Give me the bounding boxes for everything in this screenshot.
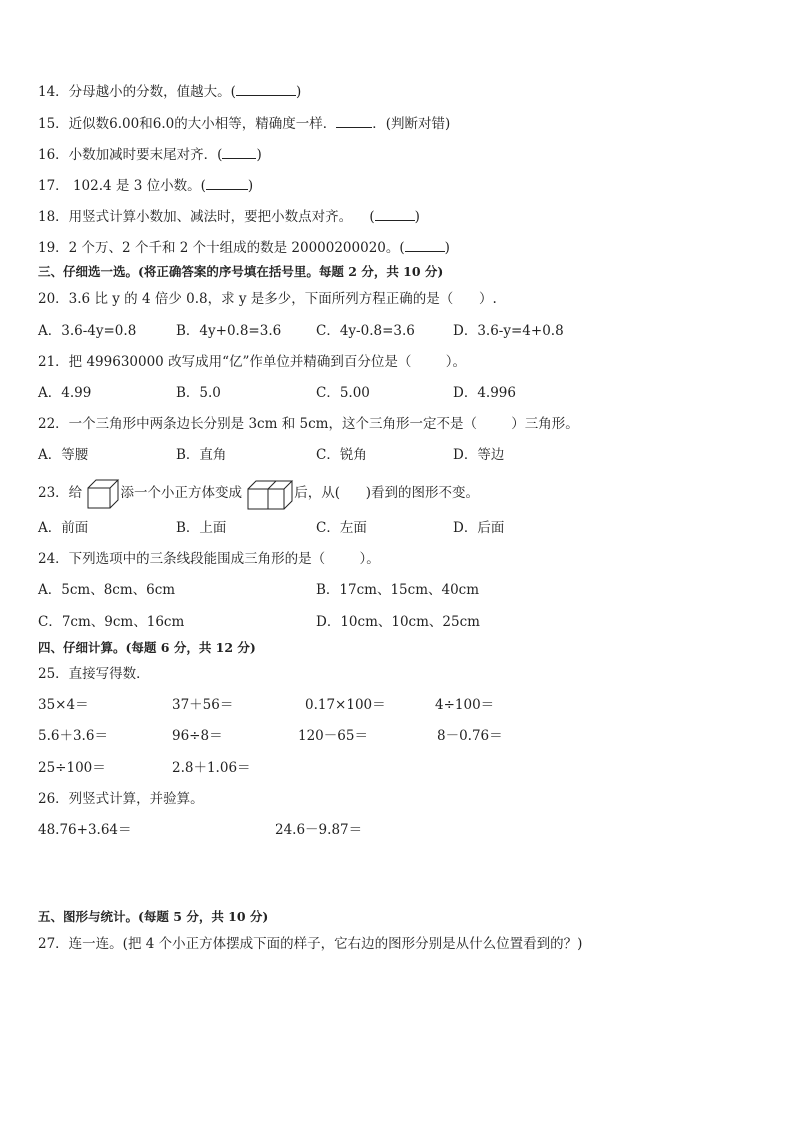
section-3-heading: 三、仔细选一选。(将正确答案的序号填在括号里。每题 2 分，共 10 分) — [38, 264, 444, 279]
question-14: 14．分母越小的分数，值越大。( ) — [38, 84, 302, 100]
option-c[interactable]: C．7cm、9cm、16cm — [38, 614, 185, 630]
answer-blank[interactable] — [336, 115, 372, 128]
question-23 — [38, 476, 479, 511]
calc-item: 2.8＋1.06＝ — [172, 760, 251, 776]
calc-item: 96÷8＝ — [172, 728, 223, 744]
question-27-text: 27．连一连。(把 4 个小正方体摆成下面的样子，它右边的图形分别是从什么位置看到的？) — [38, 936, 583, 952]
option-b[interactable]: B．4y+0.8=3.6 — [176, 323, 282, 339]
question-17-text: 17． 102.4 是 3 位小数。( — [38, 178, 206, 194]
question-26-text: 26．列竖式计算，并验算。 — [38, 791, 204, 807]
single-cube-icon — [86, 478, 120, 510]
question-18-text: 18．用竖式计算小数加、减法时，要把小数点对齐。 ( — [38, 209, 375, 225]
question-17: 17． 102.4 是 3 位小数。( ) — [38, 178, 254, 194]
question-20-text: 20．3.6 比 y 的 4 倍少 0.8，求 y 是多少，下面所列方程正确的是（ ）. — [38, 291, 497, 307]
option-c[interactable]: C．4y-0.8=3.6 — [316, 323, 415, 339]
calc-item: 0.17×100＝ — [305, 697, 386, 713]
calc-item: 37＋56＝ — [172, 697, 234, 713]
option-a[interactable]: A．5cm、8cm、6cm — [38, 582, 176, 598]
question-16-text: 16．小数加减时要末尾对齐．( — [38, 147, 223, 163]
option-b[interactable]: B．17cm、15cm、40cm — [316, 582, 480, 598]
option-b[interactable]: B．上面 — [176, 520, 227, 536]
option-c[interactable]: C．5.00 — [316, 385, 370, 401]
option-c[interactable]: C．锐角 — [316, 447, 367, 463]
answer-blank[interactable] — [236, 83, 296, 96]
question-18: 18．用竖式计算小数加、减法时，要把小数点对齐。 ( ) — [38, 209, 420, 225]
option-a[interactable]: A．前面 — [38, 520, 89, 536]
calc-item: 48.76+3.64＝ — [38, 822, 132, 838]
option-b[interactable]: B．直角 — [176, 447, 227, 463]
calc-item: 4÷100＝ — [435, 697, 495, 713]
calc-item: 24.6－9.87＝ — [275, 822, 363, 838]
question-14-text: 14．分母越小的分数，值越大。( — [38, 84, 236, 100]
option-d[interactable]: D．后面 — [453, 520, 505, 536]
two-cubes-icon — [246, 477, 294, 511]
question-23-pre: 23．给 — [38, 485, 83, 501]
question-22-text: 22．一个三角形中两条边长分别是 3cm 和 5cm，这个三角形一定不是（ ）三角形。 — [38, 416, 579, 432]
option-a[interactable]: A．3.6-4y=0.8 — [38, 323, 137, 339]
calc-item: 5.6＋3.6＝ — [38, 728, 108, 744]
option-d[interactable]: D．10cm、10cm、25cm — [316, 614, 480, 630]
option-d[interactable]: D．3.6-y=4+0.8 — [453, 323, 564, 339]
answer-blank[interactable] — [206, 177, 248, 190]
question-19: 19．2 个万、2 个千和 2 个十组成的数是 20000200020。( ) — [38, 240, 450, 256]
option-b[interactable]: B．5.0 — [176, 385, 221, 401]
calc-item: 35×4＝ — [38, 697, 89, 713]
calc-item: 8－0.76＝ — [437, 728, 503, 744]
answer-blank[interactable] — [375, 208, 415, 221]
question-15: 15．近似数6.00和6.0的大小相等，精确度一样． ．(判断对错) — [38, 116, 451, 132]
option-a[interactable]: A．4.99 — [38, 385, 92, 401]
section-5-heading: 五、图形与统计。(每题 5 分，共 10 分) — [38, 909, 269, 924]
question-24-text: 24．下列选项中的三条线段能围成三角形的是（ ）。 — [38, 551, 380, 567]
question-25-text: 25．直接写得数． — [38, 666, 150, 682]
question-16: 16．小数加减时要末尾对齐．( ) — [38, 147, 262, 163]
calc-item: 25÷100＝ — [38, 760, 106, 776]
answer-blank[interactable] — [222, 146, 256, 159]
question-21-text: 21．把 499630000 改写成用“亿”作单位并精确到百分位是（ ）。 — [38, 354, 466, 370]
option-a[interactable]: A．等腰 — [38, 447, 89, 463]
question-23-mid: 添一个小正方体变成 — [120, 485, 242, 501]
section-4-heading: 四、仔细计算。(每题 6 分，共 12 分) — [38, 640, 256, 655]
option-c[interactable]: C．左面 — [316, 520, 367, 536]
question-15-text: 15．近似数6.00和6.0的大小相等，精确度一样． — [38, 116, 337, 132]
option-d[interactable]: D．等边 — [453, 447, 505, 463]
option-d[interactable]: D．4.996 — [453, 385, 516, 401]
answer-blank[interactable] — [405, 239, 445, 252]
question-23-post: 后，从( )看到的图形不变。 — [294, 485, 480, 501]
calc-item: 120－65＝ — [298, 728, 368, 744]
question-19-text: 19．2 个万、2 个千和 2 个十组成的数是 20000200020。( — [38, 240, 405, 256]
